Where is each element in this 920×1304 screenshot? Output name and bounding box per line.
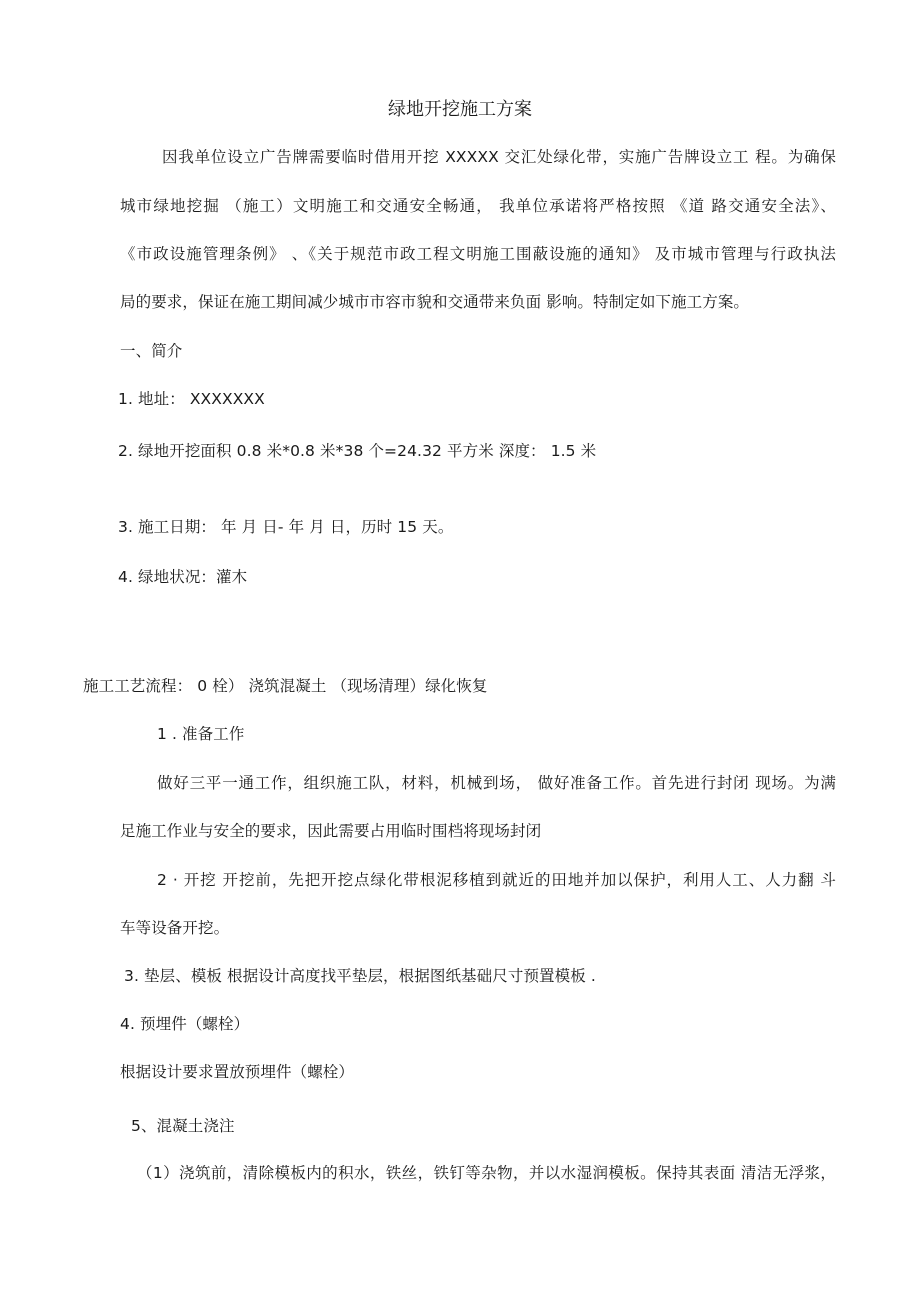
step5-item-1: （1）浇筑前，清除模板内的积水，铁丝，铁钉等杂物，并以水湿润模板。保持其表面 清洁无浮浆， [137,1164,836,1182]
step3-line: 3. 垫层、模板 根据设计高度找平垫层，根据图纸基础尺寸预置模板 . [124,967,596,985]
list-item-date: 3. 施工日期： 年 月 日- 年 月 日，历时 15 天。 [118,518,454,536]
document-title: 绿地开挖施工方案 [388,99,532,120]
step2-line-2: 车等设备开挖。 [120,919,230,937]
step1-body-line-1: 做好三平一通工作，组织施工队，材料，机械到场， 做好准备工作。首先进行封闭 现场。为满 [157,774,836,792]
step4-body: 根据设计要求置放预埋件（螺栓） [120,1063,355,1081]
step1-heading: 1 . 准备工作 [157,725,245,743]
step1-body-line-2: 足施工作业与安全的要求，因此需要占用临时围档将现场封闭 [120,822,542,840]
intro-line-4: 局的要求，保证在施工期间减少城市市容市貌和交通带来负面 影响。特制定如下施工方案。 [120,293,750,311]
list-item-status: 4. 绿地状况：灌木 [118,568,248,586]
intro-line-3: 《市政设施管理条例》 、《关于规范市政工程文明施工围蔽设施的通知》 及市城市管理与行政执法 [120,245,836,263]
step4-heading: 4. 预埋件（螺栓） [120,1015,250,1033]
intro-line-1: 因我单位设立广告牌需要临时借用开挖 XXXXX 交汇处绿化带，实施广告牌设立工 程。为确保 [162,148,836,166]
intro-line-2: 城市绿地挖掘 （施工）文明施工和交通安全畅通， 我单位承诺将严格按照 《道 路交通安全法》、 [120,197,836,215]
step2-line-1: 2 · 开挖 开挖前，先把开挖点绿化带根泥移植到就近的田地并加以保护，利用人工、人力翻 斗 [157,871,836,889]
section-heading-intro: 一、简介 [120,342,183,360]
step5-heading: 5、混凝土浇注 [131,1117,235,1135]
list-item-address: 1. 地址： XXXXXXX [118,390,265,408]
process-flow: 施工工艺流程： 0 栓） 浇筑混凝土 （现场清理）绿化恢复 [83,677,488,695]
list-item-area: 2. 绿地开挖面积 0.8 米*0.8 米*38 个=24.32 平方米 深度： 1.5 米 [118,442,597,460]
